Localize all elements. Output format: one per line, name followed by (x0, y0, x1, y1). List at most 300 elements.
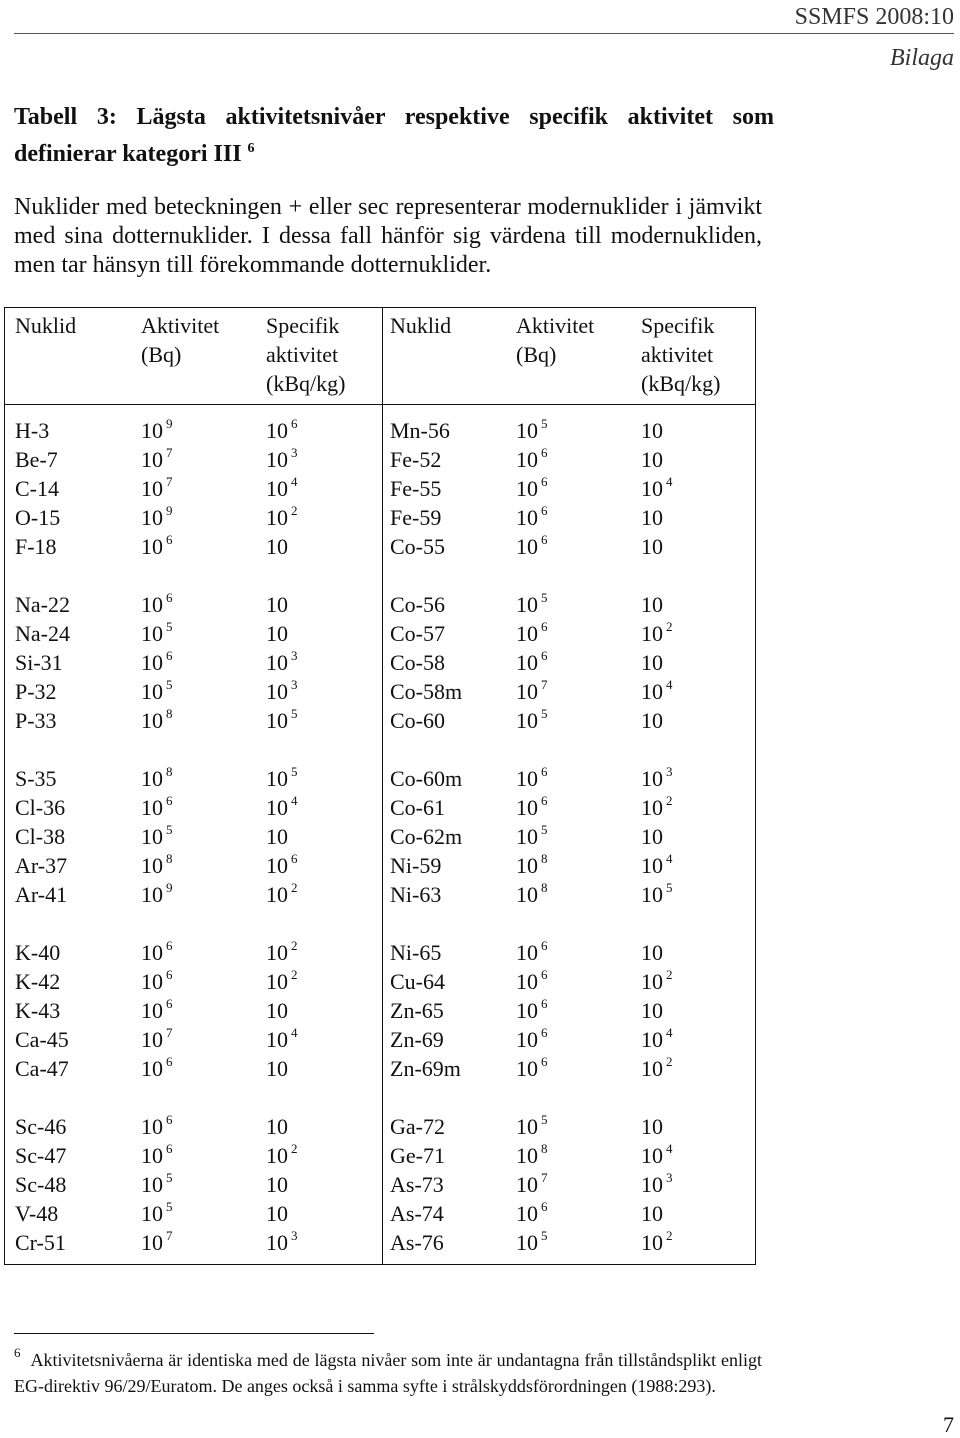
activity-base: 10 (516, 882, 538, 907)
nuclide-cell (15, 880, 67, 909)
specific-activity-cell (641, 677, 673, 709)
activity-exponent: 6 (541, 1054, 548, 1069)
activity-base: 10 (141, 1114, 163, 1139)
nuclide-name: C-14 (15, 476, 59, 501)
specific-activity-cell (641, 619, 673, 651)
nuclide-name: Mn-56 (390, 418, 450, 443)
nuclide-cell (15, 445, 58, 474)
specific-activity-cell (641, 503, 663, 532)
specific-activity-base: 10 (641, 1114, 663, 1139)
specific-activity-base: 10 (266, 650, 288, 675)
nuclide-cell (390, 706, 445, 735)
activity-cell (516, 1228, 548, 1260)
activity-exponent: 6 (166, 1112, 173, 1127)
activity-cell (141, 793, 173, 825)
activity-exponent: 6 (166, 648, 173, 663)
specific-activity-base: 10 (266, 1114, 288, 1139)
activity-exponent: 8 (541, 1141, 548, 1156)
activity-base: 10 (516, 650, 538, 675)
nuclide-cell (15, 1141, 66, 1170)
activity-exponent: 6 (541, 503, 548, 518)
activity-cell (141, 1141, 173, 1173)
specific-activity-base: 10 (641, 969, 663, 994)
nuclide-cell (390, 1199, 444, 1228)
activity-exponent: 9 (166, 880, 173, 895)
specific-activity-cell (266, 1054, 288, 1083)
nuclide-cell (15, 532, 57, 561)
nuclide-name: Ni-65 (390, 940, 442, 965)
nuclide-cell (15, 1054, 69, 1083)
activity-cell (516, 590, 548, 622)
specific-activity-cell (266, 822, 288, 851)
activity-exponent: 5 (541, 706, 548, 721)
nuclide-name: Zn-65 (390, 998, 444, 1023)
nuclide-cell (390, 938, 441, 967)
activity-base: 10 (516, 534, 538, 559)
activity-base: 10 (516, 795, 538, 820)
specific-activity-base: 10 (266, 592, 288, 617)
specific-activity-cell (641, 416, 663, 445)
nuclide-name: Cl-36 (15, 795, 66, 820)
specific-activity-cell (266, 1112, 288, 1141)
specific-activity-base: 10 (641, 534, 663, 559)
activity-base: 10 (141, 1143, 163, 1168)
activity-cell (516, 967, 548, 999)
activity-exponent: 5 (166, 822, 173, 837)
activity-exponent: 9 (166, 503, 173, 518)
activity-cell (141, 677, 173, 709)
nuclide-cell (390, 1141, 445, 1170)
specific-activity-cell (641, 880, 673, 912)
specific-activity-base: 10 (266, 708, 288, 733)
activity-cell (141, 619, 173, 651)
nuclide-cell (15, 648, 63, 677)
specific-activity-base: 10 (641, 418, 663, 443)
nuclide-name: Fe-59 (390, 505, 442, 530)
nuclide-name: As-76 (390, 1230, 444, 1255)
specific-activity-cell (641, 532, 663, 561)
nuclide-name: K-40 (15, 940, 61, 965)
activity-cell (141, 1228, 173, 1260)
activity-base: 10 (141, 418, 163, 443)
nuclide-name: Ge-71 (390, 1143, 445, 1168)
activity-cell (141, 648, 173, 680)
activity-base: 10 (141, 824, 163, 849)
specific-activity-base: 10 (641, 708, 663, 733)
activity-base: 10 (516, 1172, 538, 1197)
nuclide-name: Cr-51 (15, 1230, 66, 1255)
activity-exponent: 5 (541, 590, 548, 605)
specific-activity-base: 10 (266, 882, 288, 907)
nuclide-cell (15, 1025, 69, 1054)
activity-cell (516, 416, 548, 448)
activity-base: 10 (141, 1056, 163, 1081)
specific-activity-base: 10 (266, 418, 288, 443)
activity-cell (141, 1170, 173, 1202)
activity-exponent: 6 (541, 967, 548, 982)
nuclide-name: Ar-41 (15, 882, 68, 907)
activity-base: 10 (141, 708, 163, 733)
activity-cell (516, 764, 548, 796)
specific-activity-exponent: 6 (291, 416, 298, 431)
activity-base: 10 (516, 447, 538, 472)
table-title-text: Tabell 3: Lägsta aktivitetsnivåer respektive specifik aktivitet som definierar kategori III (14, 104, 774, 167)
specific-activity-cell (266, 590, 288, 619)
activity-exponent: 5 (541, 822, 548, 837)
nuclide-cell (390, 793, 445, 822)
activity-cell (516, 532, 548, 564)
nuclide-name: Co-58m (390, 679, 463, 704)
specific-activity-base: 10 (266, 447, 288, 472)
activity-exponent: 7 (166, 1228, 173, 1243)
activity-base: 10 (141, 621, 163, 646)
header-specifik-left: Specifik aktivitet (kBq/kg) (266, 313, 346, 396)
nuclide-name: Na-24 (15, 621, 70, 646)
nuclide-name: P-32 (15, 679, 57, 704)
specific-activity-cell (641, 1228, 673, 1260)
activity-base: 10 (516, 824, 538, 849)
nuclide-cell (390, 1228, 444, 1257)
specific-activity-exponent: 2 (291, 938, 298, 953)
activity-base: 10 (141, 766, 163, 791)
specific-activity-base: 10 (641, 795, 663, 820)
specific-activity-exponent: 2 (666, 1228, 673, 1243)
specific-activity-exponent: 2 (666, 793, 673, 808)
nuclide-name: Co-61 (390, 795, 445, 820)
footnote-text: Aktivitetsnivåerna är identiska med de lägsta nivåer som inte är undantagna från tillståndsplikt enligt EG-direktiv 96/29/Euratom. De anges också i samma syfte i strålskyddsförordningen (1988:293). (14, 1350, 762, 1396)
activity-exponent: 8 (166, 764, 173, 779)
activity-base: 10 (516, 592, 538, 617)
specific-activity-base: 10 (641, 1027, 663, 1052)
nuclide-name: Zn-69m (390, 1056, 461, 1081)
activity-exponent: 6 (541, 648, 548, 663)
header-nuklid-right: Nuklid (390, 313, 452, 338)
nuclide-name: Co-62m (390, 824, 463, 849)
specific-activity-exponent: 3 (666, 1170, 673, 1185)
activity-cell (516, 880, 548, 912)
specific-activity-exponent: 2 (291, 503, 298, 518)
nuclide-cell (15, 677, 57, 706)
specific-activity-base: 10 (266, 766, 288, 791)
specific-activity-base: 10 (266, 824, 288, 849)
specific-activity-cell (641, 648, 663, 677)
nuclide-name: As-73 (390, 1172, 444, 1197)
specific-activity-exponent: 6 (291, 851, 298, 866)
activity-cell (141, 764, 173, 796)
specific-activity-cell (641, 1141, 673, 1173)
activity-base: 10 (141, 1027, 163, 1052)
specific-activity-cell (641, 445, 663, 474)
header-nuklid-left: Nuklid (15, 313, 77, 338)
specific-activity-cell (266, 880, 298, 912)
activity-base: 10 (141, 650, 163, 675)
nuclide-cell (390, 1025, 444, 1054)
specific-activity-base: 10 (266, 940, 288, 965)
activity-base: 10 (141, 1172, 163, 1197)
activity-exponent: 5 (166, 1170, 173, 1185)
activity-base: 10 (141, 1201, 163, 1226)
nuclide-name: Na-22 (15, 592, 70, 617)
activity-base: 10 (516, 998, 538, 1023)
intro-paragraph: Nuklider med beteckningen + eller sec representerar modernuklider i jämvikt med sina dotternuklider. I dessa fall hänför sig värdena till modernukliden, men tar hänsyn till förekommande dotternuklider. (14, 194, 762, 278)
specific-activity-base: 10 (641, 882, 663, 907)
specific-activity-exponent: 4 (666, 677, 673, 692)
nuclide-name: As-74 (390, 1201, 444, 1226)
activity-base: 10 (516, 766, 538, 791)
nuclide-cell (390, 619, 445, 648)
activity-exponent: 6 (541, 996, 548, 1011)
activity-cell (516, 474, 548, 506)
header-aktivitet-left: Aktivitet (Bq) (141, 313, 220, 367)
specific-activity-cell (641, 996, 663, 1025)
nuclide-cell (15, 851, 67, 880)
activity-exponent: 6 (166, 793, 173, 808)
specific-activity-cell (641, 851, 673, 883)
nuclide-name: K-42 (15, 969, 61, 994)
activity-exponent: 6 (541, 445, 548, 460)
activity-cell (141, 1199, 173, 1231)
nuclide-cell (390, 1112, 445, 1141)
specific-activity-base: 10 (266, 853, 288, 878)
activity-base: 10 (141, 447, 163, 472)
specific-activity-exponent: 2 (666, 1054, 673, 1069)
activity-exponent: 6 (166, 967, 173, 982)
specific-activity-cell (641, 764, 673, 796)
activity-exponent: 6 (166, 1054, 173, 1069)
activity-cell (516, 1170, 548, 1202)
nuclide-cell (390, 532, 445, 561)
activity-exponent: 8 (166, 851, 173, 866)
activity-cell (516, 1141, 548, 1173)
activity-exponent: 6 (541, 764, 548, 779)
specific-activity-cell (266, 996, 288, 1025)
specific-activity-cell (266, 474, 298, 506)
activity-cell (141, 1112, 173, 1144)
specific-activity-base: 10 (641, 1230, 663, 1255)
nuclide-name: Ar-37 (15, 853, 68, 878)
nuclide-name: Co-56 (390, 592, 445, 617)
specific-activity-cell (641, 1170, 673, 1202)
nuclide-cell (390, 445, 441, 474)
specific-activity-base: 10 (266, 1027, 288, 1052)
nuclide-name: Ca-47 (15, 1056, 69, 1081)
activity-base: 10 (516, 1027, 538, 1052)
activity-cell (141, 1054, 173, 1086)
specific-activity-exponent: 2 (666, 967, 673, 982)
activity-exponent: 7 (166, 445, 173, 460)
specific-activity-base: 10 (266, 1230, 288, 1255)
activity-exponent: 6 (541, 1199, 548, 1214)
activity-base: 10 (516, 969, 538, 994)
activity-base: 10 (141, 795, 163, 820)
nuclide-cell (15, 822, 65, 851)
nuclide-name: V-48 (15, 1201, 59, 1226)
specific-activity-base: 10 (266, 1201, 288, 1226)
specific-activity-exponent: 4 (291, 474, 298, 489)
activity-base: 10 (141, 940, 163, 965)
nuclide-cell (390, 1170, 444, 1199)
nuclide-name: Ni-59 (390, 853, 442, 878)
nuclide-cell (15, 1228, 66, 1257)
nuclide-name: Fe-55 (390, 476, 442, 501)
activity-cell (141, 822, 173, 854)
activity-cell (141, 851, 173, 883)
activity-base: 10 (516, 418, 538, 443)
header-aktivitet-right: Aktivitet (Bq) (516, 313, 595, 367)
nuclide-cell (15, 503, 60, 532)
activity-base: 10 (516, 621, 538, 646)
activity-base: 10 (141, 969, 163, 994)
activity-base: 10 (141, 1230, 163, 1255)
activity-exponent: 5 (166, 1199, 173, 1214)
appendix-label: Bilaga (890, 45, 954, 71)
activity-base: 10 (516, 1230, 538, 1255)
activity-exponent: 5 (541, 1112, 548, 1127)
nuclide-cell (390, 764, 462, 793)
activity-base: 10 (141, 998, 163, 1023)
specific-activity-base: 10 (641, 505, 663, 530)
specific-activity-base: 10 (266, 998, 288, 1023)
specific-activity-cell (266, 851, 298, 883)
activity-exponent: 6 (541, 1025, 548, 1040)
activity-cell (516, 706, 548, 738)
specific-activity-base: 10 (641, 1201, 663, 1226)
activity-base: 10 (516, 1143, 538, 1168)
activity-cell (141, 880, 173, 912)
specific-activity-cell (641, 474, 673, 506)
specific-activity-cell (641, 1199, 663, 1228)
specific-activity-cell (641, 822, 663, 851)
activity-exponent: 5 (541, 416, 548, 431)
nuclide-cell (390, 590, 445, 619)
specific-activity-cell (266, 677, 298, 709)
specific-activity-exponent: 3 (291, 1228, 298, 1243)
nuclide-cell (15, 1199, 58, 1228)
specific-activity-base: 10 (266, 621, 288, 646)
activity-base: 10 (516, 940, 538, 965)
activity-cell (516, 938, 548, 970)
nuclide-name: Co-60 (390, 708, 445, 733)
nuclide-name: S-35 (15, 766, 57, 791)
activity-cell (516, 445, 548, 477)
activity-cell (516, 648, 548, 680)
specific-activity-exponent: 4 (666, 1141, 673, 1156)
activity-exponent: 5 (166, 677, 173, 692)
activity-cell (141, 532, 173, 564)
nuclide-name: Cl-38 (15, 824, 66, 849)
activity-base: 10 (141, 505, 163, 530)
table-title (14, 102, 774, 170)
activity-exponent: 8 (166, 706, 173, 721)
specific-activity-cell (266, 503, 298, 535)
activity-cell (516, 503, 548, 535)
nuclide-name: Ga-72 (390, 1114, 445, 1139)
nuclide-name: Fe-52 (390, 447, 442, 472)
nuclide-cell (390, 822, 462, 851)
document-reference: SSMFS 2008:10 (794, 4, 954, 30)
specific-activity-base: 10 (641, 998, 663, 1023)
specific-activity-base: 10 (266, 1172, 288, 1197)
activity-exponent: 7 (166, 474, 173, 489)
footnote-rule (14, 1333, 374, 1334)
specific-activity-exponent: 2 (291, 1141, 298, 1156)
nuclide-cell (390, 967, 445, 996)
nuclide-cell (15, 764, 57, 793)
activity-exponent: 6 (166, 1141, 173, 1156)
nuclide-name: Sc-48 (15, 1172, 67, 1197)
activity-exponent: 5 (166, 619, 173, 634)
nuclide-name: Cu-64 (390, 969, 445, 994)
specific-activity-base: 10 (641, 1056, 663, 1081)
specific-activity-exponent: 5 (291, 764, 298, 779)
activity-cell (141, 967, 173, 999)
nuclide-name: Si-31 (15, 650, 63, 675)
specific-activity-base: 10 (266, 505, 288, 530)
activity-cell (516, 822, 548, 854)
nuclide-cell (15, 996, 60, 1025)
nuclide-cell (390, 677, 462, 706)
activity-base: 10 (141, 592, 163, 617)
nuclide-name: Co-60m (390, 766, 463, 791)
specific-activity-cell (266, 764, 298, 796)
specific-activity-exponent: 2 (291, 880, 298, 895)
nuclide-name: Co-57 (390, 621, 445, 646)
specific-activity-base: 10 (641, 766, 663, 791)
nuclide-cell (390, 474, 441, 503)
specific-activity-cell (641, 1025, 673, 1057)
nuclide-cell (15, 967, 60, 996)
specific-activity-base: 10 (641, 592, 663, 617)
nuclide-cell (390, 880, 441, 909)
page-number: 7 (943, 1412, 954, 1437)
specific-activity-exponent: 5 (666, 880, 673, 895)
activity-cell (516, 1199, 548, 1231)
activity-base: 10 (141, 476, 163, 501)
footnote-number: 6 (14, 1345, 21, 1360)
specific-activity-cell (641, 967, 673, 999)
activity-base: 10 (516, 1201, 538, 1226)
nuclide-cell (15, 706, 57, 735)
specific-activity-cell (266, 967, 298, 999)
activity-base: 10 (141, 679, 163, 704)
nuclide-cell (15, 619, 70, 648)
activity-exponent: 7 (166, 1025, 173, 1040)
activity-cell (516, 1112, 548, 1144)
specific-activity-cell (641, 938, 663, 967)
specific-activity-cell (266, 648, 298, 680)
specific-activity-base: 10 (641, 824, 663, 849)
activity-cell (516, 1025, 548, 1057)
specific-activity-exponent: 3 (291, 648, 298, 663)
specific-activity-base: 10 (266, 476, 288, 501)
specific-activity-base: 10 (641, 476, 663, 501)
nuclide-cell (15, 1112, 66, 1141)
activity-exponent: 6 (166, 996, 173, 1011)
nuclide-table (4, 307, 756, 1265)
specific-activity-cell (641, 1112, 663, 1141)
nuclide-name: Ca-45 (15, 1027, 69, 1052)
activity-base: 10 (141, 534, 163, 559)
activity-cell (516, 1054, 548, 1086)
activity-base: 10 (516, 505, 538, 530)
activity-exponent: 6 (541, 793, 548, 808)
header-specifik-right: Specifik aktivitet (kBq/kg) (641, 313, 721, 396)
specific-activity-exponent: 4 (666, 851, 673, 866)
activity-cell (141, 445, 173, 477)
activity-cell (141, 706, 173, 738)
nuclide-cell (390, 851, 441, 880)
specific-activity-exponent: 2 (666, 619, 673, 634)
